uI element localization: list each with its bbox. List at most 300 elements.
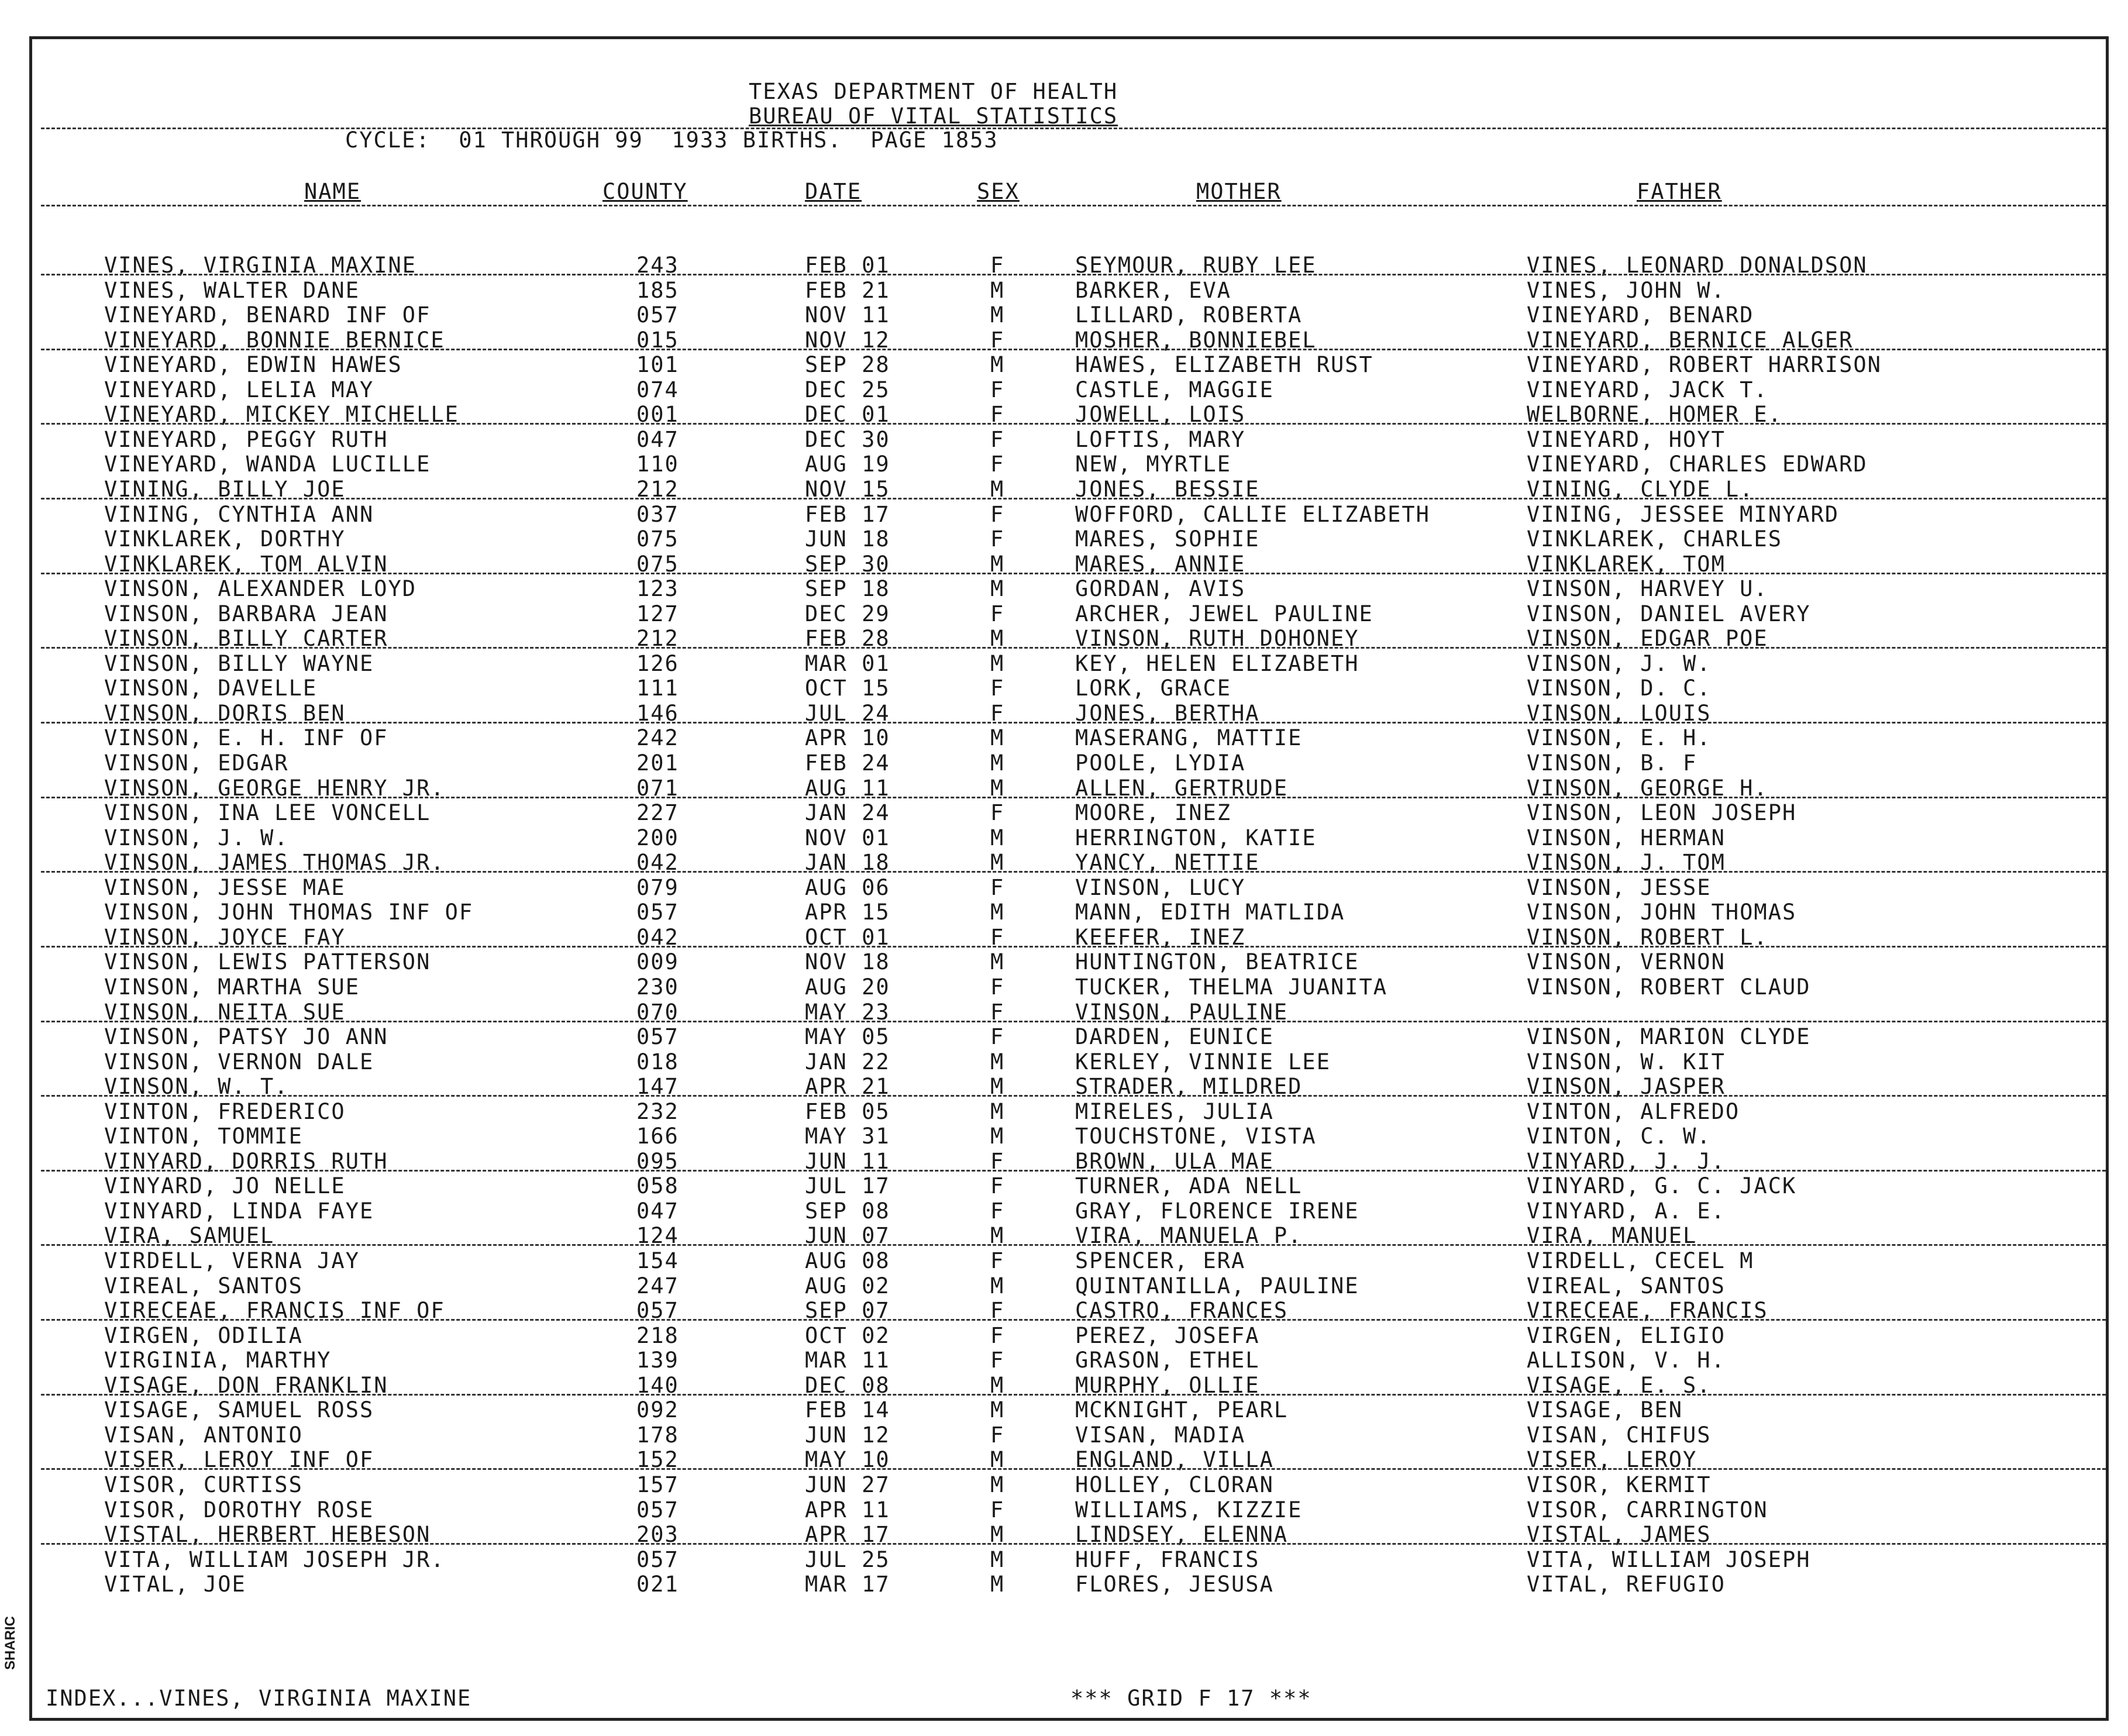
cell-sex: M — [990, 626, 1005, 652]
cell-county: 021 — [636, 1572, 679, 1597]
cell-county: 243 — [636, 253, 679, 278]
table-row — [0, 725, 2079, 750]
cell-date: APR 11 — [805, 1497, 890, 1523]
cell-mother: POOLE, LYDIA — [1075, 750, 1246, 776]
cell-date: DEC 25 — [805, 377, 890, 402]
cell-name: VISAGE, DON FRANKLIN — [104, 1372, 388, 1398]
cell-date: MAR 11 — [805, 1348, 890, 1373]
cell-father: VINES, JOHN W. — [1527, 277, 1726, 303]
cell-county: 126 — [636, 650, 679, 676]
cell-sex: M — [990, 1074, 1005, 1100]
cell-father: VINSON, J. W. — [1527, 650, 1712, 676]
cell-name: VINING, BILLY JOE — [104, 476, 346, 502]
cell-sex: M — [990, 576, 1005, 602]
cell-father: VINING, JESSEE MINYARD — [1527, 501, 1840, 527]
cell-name: VINSON, DAVELLE — [104, 676, 318, 701]
cell-county: 140 — [636, 1372, 679, 1398]
cell-father: VISAGE, BEN — [1527, 1397, 1683, 1423]
cell-date: MAY 10 — [805, 1447, 890, 1473]
row-group-dashed-rule — [41, 1244, 2106, 1246]
cell-name: VIRDELL, VERNA JAY — [104, 1248, 360, 1273]
cell-name: VINSON, GEORGE HENRY JR. — [104, 775, 445, 801]
table-row — [0, 676, 2079, 700]
row-group-dashed-rule — [41, 1170, 2106, 1172]
cell-father: VINSON, HERMAN — [1527, 825, 1726, 850]
table-row — [0, 427, 2079, 452]
cell-county: 227 — [636, 800, 679, 826]
cell-name: VINYARD, LINDA FAYE — [104, 1198, 374, 1224]
cell-county: 200 — [636, 825, 679, 850]
cell-mother: NEW, MYRTLE — [1075, 452, 1232, 477]
cell-father: VINSON, ROBERT L. — [1527, 924, 1768, 950]
row-group-dashed-rule — [41, 722, 2106, 724]
cell-sex: F — [990, 1024, 1005, 1050]
cell-mother: KEY, HELEN ELIZABETH — [1075, 650, 1359, 676]
cell-sex: F — [990, 377, 1005, 402]
cell-mother: GRAY, FLORENCE IRENE — [1075, 1198, 1359, 1224]
table-row — [0, 1024, 2079, 1049]
cell-mother: LINDSEY, ELENNA — [1075, 1522, 1289, 1548]
cell-father: VISER, LEROY — [1527, 1447, 1697, 1473]
cell-father: VINSON, E. H. — [1527, 725, 1712, 751]
cell-county: 230 — [636, 974, 679, 1000]
cell-date: SEP 18 — [805, 576, 890, 602]
table-row — [0, 1049, 2079, 1074]
cell-father: VINSON, MARION CLYDE — [1527, 1024, 1811, 1050]
cell-county: 042 — [636, 924, 679, 950]
cell-father: VIREAL, SANTOS — [1527, 1273, 1726, 1298]
cell-name: VINEYARD, LELIA MAY — [104, 377, 374, 402]
cell-date: AUG 19 — [805, 452, 890, 477]
cell-father: VINSON, EDGAR POE — [1527, 626, 1768, 652]
cell-county: 123 — [636, 576, 679, 602]
cell-mother: GRASON, ETHEL — [1075, 1348, 1260, 1373]
cell-sex: F — [990, 924, 1005, 950]
cell-county: 058 — [636, 1173, 679, 1199]
cell-father: VINING, CLYDE L. — [1527, 476, 1754, 502]
cell-sex: F — [990, 253, 1005, 278]
cell-father: VINSON, VERNON — [1527, 949, 1726, 975]
cell-county: 018 — [636, 1049, 679, 1074]
cell-county: 057 — [636, 1546, 679, 1572]
table-row — [0, 1198, 2079, 1223]
cell-mother: STRADER, MILDRED — [1075, 1074, 1303, 1100]
cell-name: VIRGINIA, MARTHY — [104, 1348, 332, 1373]
cell-father: VISAGE, E. S. — [1527, 1372, 1712, 1398]
cell-father: VIRECEAE, FRANCIS — [1527, 1298, 1768, 1324]
cell-mother: JONES, BERTHA — [1075, 700, 1260, 726]
cell-county: 201 — [636, 750, 679, 776]
cell-county: 075 — [636, 526, 679, 552]
cell-name: VINSON, NEITA SUE — [104, 999, 346, 1025]
cell-mother: SPENCER, ERA — [1075, 1248, 1246, 1273]
cell-sex: M — [990, 725, 1005, 751]
cell-county: 009 — [636, 949, 679, 975]
row-group-dashed-rule — [41, 573, 2106, 574]
cell-mother: VIRA, MANUELA P. — [1075, 1223, 1303, 1249]
cell-county: 037 — [636, 501, 679, 527]
cell-name: VIRA, SAMUEL — [104, 1223, 275, 1249]
cell-sex: M — [990, 277, 1005, 303]
column-header-county: COUNTY — [602, 179, 688, 204]
cell-sex: F — [990, 1298, 1005, 1324]
cell-sex: F — [990, 402, 1005, 428]
cell-name: VINEYARD, WANDA LUCILLE — [104, 452, 431, 477]
cell-sex: F — [990, 501, 1005, 527]
cell-father: VINYARD, J. J. — [1527, 1148, 1726, 1174]
cell-county: 146 — [636, 700, 679, 726]
cell-date: SEP 08 — [805, 1198, 890, 1224]
cell-date: FEB 21 — [805, 277, 890, 303]
cell-sex: M — [990, 1546, 1005, 1572]
cell-mother: HUNTINGTON, BEATRICE — [1075, 949, 1359, 975]
cell-mother: WILLIAMS, KIZZIE — [1075, 1497, 1303, 1523]
cell-sex: M — [990, 750, 1005, 776]
cell-father: VINEYARD, JACK T. — [1527, 377, 1768, 402]
row-group-dashed-rule — [41, 1095, 2106, 1097]
cell-sex: M — [990, 1223, 1005, 1249]
cell-sex: F — [990, 800, 1005, 826]
cell-father: VISOR, CARRINGTON — [1527, 1497, 1768, 1523]
row-group-dashed-rule — [41, 349, 2106, 350]
cell-county: 147 — [636, 1074, 679, 1100]
table-row — [0, 1273, 2079, 1298]
row-group-dashed-rule — [41, 423, 2106, 425]
cell-mother: JOWELL, LOIS — [1075, 402, 1246, 428]
row-group-dashed-rule — [41, 1468, 2106, 1470]
cell-mother: HAWES, ELIZABETH RUST — [1075, 352, 1373, 378]
cell-mother: TOUCHSTONE, VISTA — [1075, 1124, 1317, 1149]
cell-mother: MOSHER, BONNIEBEL — [1075, 327, 1317, 353]
cell-father: VINEYARD, ROBERT HARRISON — [1527, 352, 1882, 378]
cell-date: FEB 17 — [805, 501, 890, 527]
cell-county: 110 — [636, 452, 679, 477]
cell-name: VINSON, W. T. — [104, 1074, 289, 1100]
cell-sex: M — [990, 1124, 1005, 1149]
cycle-line: CYCLE: 01 THROUGH 99 1933 BIRTHS. PAGE 1853 — [345, 128, 998, 153]
cell-father: VINSON, JASPER — [1527, 1074, 1726, 1100]
table-row — [0, 1173, 2079, 1198]
table-row — [0, 452, 2079, 476]
cell-father: VINKLAREK, TOM — [1527, 551, 1726, 577]
cell-date: AUG 02 — [805, 1273, 890, 1298]
cell-sex: F — [990, 1248, 1005, 1273]
row-group-dashed-rule — [41, 1543, 2106, 1545]
cell-county: 001 — [636, 402, 679, 428]
cell-name: VINEYARD, EDWIN HAWES — [104, 352, 402, 378]
cell-date: DEC 29 — [805, 601, 890, 626]
cell-father: VINEYARD, HOYT — [1527, 426, 1726, 452]
cell-name: VINEYARD, BENARD INF OF — [104, 302, 431, 328]
cell-mother: TURNER, ADA NELL — [1075, 1173, 1303, 1199]
row-group-dashed-rule — [41, 1021, 2106, 1022]
cell-sex: M — [990, 1372, 1005, 1398]
cell-sex: F — [990, 1148, 1005, 1174]
table-row — [0, 1547, 2079, 1572]
cell-county: 232 — [636, 1098, 679, 1124]
cell-name: VINSON, BARBARA JEAN — [104, 601, 388, 626]
cell-mother: ENGLAND, VILLA — [1075, 1447, 1274, 1473]
cell-date: JAN 24 — [805, 800, 890, 826]
cell-county: 075 — [636, 551, 679, 577]
cell-date: JUN 07 — [805, 1223, 890, 1249]
cell-name: VISER, LEROY INF OF — [104, 1447, 374, 1473]
side-label: SHARIC — [2, 1616, 18, 1670]
cell-mother: VISAN, MADIA — [1075, 1422, 1246, 1448]
cell-father: VINSON, GEORGE H. — [1527, 775, 1768, 801]
cell-county: 166 — [636, 1124, 679, 1149]
cell-mother: MIRELES, JULIA — [1075, 1098, 1274, 1124]
cell-father: VINYARD, A. E. — [1527, 1198, 1726, 1224]
cell-father: VITAL, REFUGIO — [1527, 1572, 1726, 1597]
table-row — [0, 1472, 2079, 1497]
cell-sex: M — [990, 1522, 1005, 1548]
cell-date: MAR 17 — [805, 1572, 890, 1597]
cell-county: 071 — [636, 775, 679, 801]
cell-sex: F — [990, 1497, 1005, 1523]
cell-father: WELBORNE, HOMER E. — [1527, 402, 1782, 428]
table-row — [0, 800, 2079, 825]
cell-father: VISTAL, JAMES — [1527, 1522, 1712, 1548]
table-row — [0, 750, 2079, 775]
cell-father: VINSON, W. KIT — [1527, 1049, 1726, 1074]
cell-father: VINSON, LEON JOSEPH — [1527, 800, 1797, 826]
row-group-dashed-rule — [41, 1319, 2106, 1321]
cell-date: OCT 02 — [805, 1322, 890, 1348]
cell-name: VINSON, ALEXANDER LOYD — [104, 576, 417, 602]
table-row — [0, 502, 2079, 526]
cell-date: NOV 01 — [805, 825, 890, 850]
cell-date: FEB 01 — [805, 253, 890, 278]
cell-name: VISAN, ANTONIO — [104, 1422, 303, 1448]
cell-father: VISAN, CHIFUS — [1527, 1422, 1712, 1448]
cell-sex: M — [990, 650, 1005, 676]
cell-sex: M — [990, 476, 1005, 502]
cell-mother: MOORE, INEZ — [1075, 800, 1232, 826]
cell-sex: M — [990, 949, 1005, 975]
cell-date: JUN 18 — [805, 526, 890, 552]
cell-father: VINTON, ALFREDO — [1527, 1098, 1740, 1124]
table-row — [0, 651, 2079, 676]
cell-name: VINSON, JOHN THOMAS INF OF — [104, 900, 474, 925]
cell-mother: MURPHY, OLLIE — [1075, 1372, 1260, 1398]
cell-county: 152 — [636, 1447, 679, 1473]
cell-mother: DARDEN, EUNICE — [1075, 1024, 1274, 1050]
row-group-dashed-rule — [41, 498, 2106, 500]
cell-date: NOV 18 — [805, 949, 890, 975]
cell-date: AUG 08 — [805, 1248, 890, 1273]
cell-date: JAN 22 — [805, 1049, 890, 1074]
cell-county: 157 — [636, 1472, 679, 1497]
cell-name: VIRGEN, ODILIA — [104, 1322, 303, 1348]
cell-mother: LOFTIS, MARY — [1075, 426, 1246, 452]
cell-mother: SEYMOUR, RUBY LEE — [1075, 253, 1317, 278]
table-row — [0, 900, 2079, 924]
cell-father: VINSON, ROBERT CLAUD — [1527, 974, 1811, 1000]
bureau-title: BUREAU OF VITAL STATISTICS — [749, 104, 1118, 129]
cell-county: 139 — [636, 1348, 679, 1373]
cell-county: 079 — [636, 874, 679, 900]
table-row — [0, 1348, 2079, 1372]
cell-sex: M — [990, 1098, 1005, 1124]
cell-date: NOV 12 — [805, 327, 890, 353]
cell-county: 070 — [636, 999, 679, 1025]
cell-father: VINSON, JOHN THOMAS — [1527, 900, 1797, 925]
row-group-dashed-rule — [41, 946, 2106, 948]
cell-county: 057 — [636, 302, 679, 328]
cell-name: VINES, VIRGINIA MAXINE — [104, 253, 417, 278]
cell-date: JUN 12 — [805, 1422, 890, 1448]
table-row — [0, 601, 2079, 626]
cell-name: VINSON, VERNON DALE — [104, 1049, 374, 1074]
cell-sex: M — [990, 1397, 1005, 1423]
footer-index: INDEX...VINES, VIRGINIA MAXINE — [46, 1686, 472, 1711]
cell-name: VINSON, JAMES THOMAS JR. — [104, 850, 445, 876]
cell-date: OCT 15 — [805, 676, 890, 701]
table-row — [0, 974, 2079, 999]
cell-sex: M — [990, 1273, 1005, 1298]
cell-date: DEC 01 — [805, 402, 890, 428]
cell-county: 047 — [636, 1198, 679, 1224]
cell-sex: M — [990, 302, 1005, 328]
cell-sex: M — [990, 551, 1005, 577]
cell-county: 015 — [636, 327, 679, 353]
cell-father: VIRDELL, CECEL M — [1527, 1248, 1754, 1273]
cell-date: SEP 30 — [805, 551, 890, 577]
cell-sex: F — [990, 1198, 1005, 1224]
cell-county: 185 — [636, 277, 679, 303]
cell-mother: MARES, SOPHIE — [1075, 526, 1260, 552]
cell-mother: GORDAN, AVIS — [1075, 576, 1246, 602]
table-row — [0, 352, 2079, 377]
cell-name: VINSON, EDGAR — [104, 750, 289, 776]
cell-county: 057 — [636, 1298, 679, 1324]
table-row — [0, 576, 2079, 601]
table-row — [0, 1497, 2079, 1522]
cell-name: VINSON, J. W. — [104, 825, 289, 850]
table-row — [0, 825, 2079, 850]
cell-sex: F — [990, 327, 1005, 353]
cell-date: SEP 07 — [805, 1298, 890, 1324]
row-group-dashed-rule — [41, 647, 2106, 649]
cell-father: VINEYARD, BERNICE ALGER — [1527, 327, 1854, 353]
table-row — [0, 1422, 2079, 1447]
cell-name: VINEYARD, PEGGY RUTH — [104, 426, 388, 452]
cell-father: VINSON, DANIEL AVERY — [1527, 601, 1811, 626]
cell-date: JUL 25 — [805, 1546, 890, 1572]
cell-date: JUN 11 — [805, 1148, 890, 1174]
cell-county: 178 — [636, 1422, 679, 1448]
cell-name: VITAL, JOE — [104, 1572, 246, 1597]
cell-date: FEB 28 — [805, 626, 890, 652]
cell-mother: JONES, BESSIE — [1075, 476, 1260, 502]
cell-date: APR 15 — [805, 900, 890, 925]
cell-date: JUL 17 — [805, 1173, 890, 1199]
cell-sex: M — [990, 352, 1005, 378]
cell-mother: BROWN, ULA MAE — [1075, 1148, 1274, 1174]
cell-name: VINYARD, JO NELLE — [104, 1173, 346, 1199]
cell-date: FEB 24 — [805, 750, 890, 776]
cell-name: VINEYARD, MICKEY MICHELLE — [104, 402, 459, 428]
cell-name: VINSON, MARTHA SUE — [104, 974, 360, 1000]
cell-name: VINES, WALTER DANE — [104, 277, 360, 303]
cell-mother: HERRINGTON, KATIE — [1075, 825, 1317, 850]
cell-date: JUN 27 — [805, 1472, 890, 1497]
cell-name: VINKLAREK, DORTHY — [104, 526, 346, 552]
row-group-dashed-rule — [41, 1394, 2106, 1396]
cell-date: MAY 23 — [805, 999, 890, 1025]
cell-father: VINSON, B. F — [1527, 750, 1697, 776]
cell-date: APR 10 — [805, 725, 890, 751]
cell-county: 057 — [636, 900, 679, 925]
column-header-name: NAME — [304, 179, 361, 204]
cell-mother: PEREZ, JOSEFA — [1075, 1322, 1260, 1348]
table-row — [0, 949, 2079, 974]
cell-sex: F — [990, 874, 1005, 900]
cell-name: VISTAL, HERBERT HEBESON — [104, 1522, 431, 1548]
cell-county: 218 — [636, 1322, 679, 1348]
cell-date: FEB 05 — [805, 1098, 890, 1124]
cell-sex: M — [990, 1049, 1005, 1074]
cell-name: VINYARD, DORRIS RUTH — [104, 1148, 388, 1174]
cell-county: 092 — [636, 1397, 679, 1423]
cell-sex: F — [990, 1348, 1005, 1373]
cell-father: VINEYARD, CHARLES EDWARD — [1527, 452, 1868, 477]
cell-father: VITA, WILLIAM JOSEPH — [1527, 1546, 1811, 1572]
cell-father: VINTON, C. W. — [1527, 1124, 1712, 1149]
cell-county: 042 — [636, 850, 679, 876]
cell-date: FEB 14 — [805, 1397, 890, 1423]
cell-mother: HUFF, FRANCIS — [1075, 1546, 1260, 1572]
cell-county: 212 — [636, 476, 679, 502]
cell-mother: VINSON, RUTH DOHONEY — [1075, 626, 1359, 652]
table-row — [0, 278, 2079, 302]
cell-county: 101 — [636, 352, 679, 378]
cell-date: MAY 05 — [805, 1024, 890, 1050]
table-row — [0, 1323, 2079, 1348]
cell-name: VINSON, JOYCE FAY — [104, 924, 346, 950]
cell-sex: F — [990, 1422, 1005, 1448]
cell-sex: F — [990, 426, 1005, 452]
cell-name: VITA, WILLIAM JOSEPH JR. — [104, 1546, 445, 1572]
cell-county: 057 — [636, 1024, 679, 1050]
table-row — [0, 1397, 2079, 1422]
cell-date: AUG 06 — [805, 874, 890, 900]
cell-mother: MANN, EDITH MATLIDA — [1075, 900, 1345, 925]
cell-mother: MCKNIGHT, PEARL — [1075, 1397, 1289, 1423]
cell-father: VINYARD, G. C. JACK — [1527, 1173, 1797, 1199]
cell-date: NOV 15 — [805, 476, 890, 502]
cell-father: VINKLAREK, CHARLES — [1527, 526, 1782, 552]
cell-sex: M — [990, 850, 1005, 876]
column-header-father: FATHER — [1637, 179, 1722, 204]
cell-sex: F — [990, 676, 1005, 701]
cell-name: VINEYARD, BONNIE BERNICE — [104, 327, 445, 353]
cell-date: SEP 28 — [805, 352, 890, 378]
cell-name: VINSON, E. H. INF OF — [104, 725, 388, 751]
cell-sex: M — [990, 1447, 1005, 1473]
cell-sex: F — [990, 999, 1005, 1025]
cell-date: AUG 11 — [805, 775, 890, 801]
cell-mother: VINSON, PAULINE — [1075, 999, 1289, 1025]
table-row — [0, 1572, 2079, 1596]
cell-mother: TUCKER, THELMA JUANITA — [1075, 974, 1388, 1000]
cell-name: VIRECEAE, FRANCIS INF OF — [104, 1298, 445, 1324]
cell-name: VINSON, PATSY JO ANN — [104, 1024, 388, 1050]
cell-date: AUG 20 — [805, 974, 890, 1000]
column-header-mother: MOTHER — [1196, 179, 1282, 204]
cell-county: 095 — [636, 1148, 679, 1174]
